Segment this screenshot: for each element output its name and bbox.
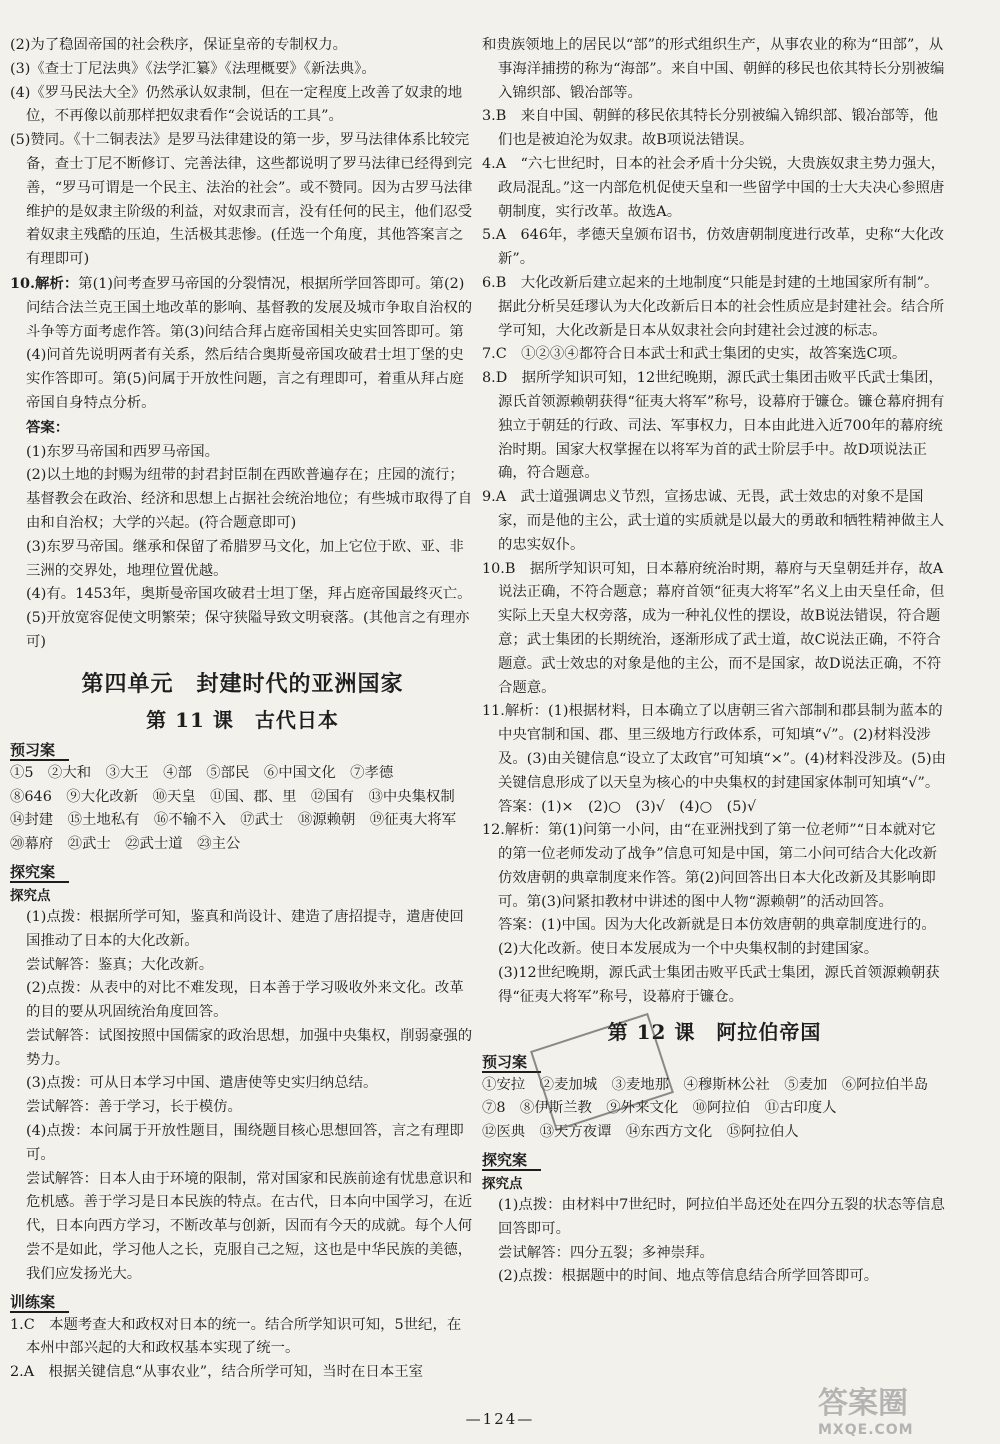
lesson-12-title: 第 12 课 阿拉伯帝国 <box>607 1019 822 1044</box>
preview-section-header: 预习案 <box>482 1051 947 1072</box>
train-item: 4.A “六七世纪时，日本的社会矛盾十分尖锐，大贵族奴隶主势力强大，政局混乱。”这一内部危机促使天皇和一些留学中国的士大夫决心参照唐朝制度，实行改革。故选A。 <box>482 155 946 220</box>
train-item: 3.B 来自中国、朝鲜的移民依其特长分别被编入锦织部、锻冶部等，他们也是被迫沦为奴隶。故B项说法错误。 <box>482 108 939 149</box>
question-10 <box>10 272 475 655</box>
preview-section-header: 预习案 <box>10 739 475 760</box>
answer-line: 答案：(1)× (2)○ (3)√ (4)○ (5)√ <box>498 798 757 815</box>
explore-hint: (3)点拨：可从日本学习中国、遣唐使等史实归纳总结。 <box>26 1075 378 1092</box>
train-item: 12.解析：第(1)问第一小问，由“在亚洲找到了第一位老师”“日本就对它的第一位老师发动了战争”信息可知是中国，第二小问可结合大化改新仿效唐朝的典章制度来作答。第(2)问回答出日本大化改新及其影响即可。第(3)问紧扣教材中讲述的图中人物“源赖朝”的活动回答。 <box>482 822 938 910</box>
preview-line: ⑫医典 ⑬天方夜谭 ⑭东西方文化 ⑮阿拉伯人 <box>482 1124 799 1141</box>
answer-line: (1)东罗马帝国和西罗马帝国。 <box>26 443 220 460</box>
train-item: 9.A 武士道强调忠义节烈，宣扬忠诚、无畏，武士效忠的对象不是国家，而是他的主公，武士道的实质就是以最大的勇敢和牺牲精神做主人的忠实奴仆。 <box>482 489 945 553</box>
train-item: 6.B 大化改新后建立起来的土地制度“只能是封建的土地国家所有制”。据此分析吴廷璆认为大化改新后日本的社会性质应是封建社会。结合所学可知，大化改新是日本从奴隶社会向封建社会过渡的标志。 <box>482 274 945 339</box>
preview-line: ⑭封建 ⑮土地私有 ⑯不输不入 ⑰武士 ⑱源赖朝 ⑲征夷大将军 ⑳幕府 ㉑武士 ㉒武士道 ㉓主公 <box>10 812 471 853</box>
answer-line: (3)12世纪晚期，源氏武士集团击败平氏武士集团，源氏首领源赖朝获得“征夷大将军”称号，设幕府于镰仓。 <box>498 965 940 1005</box>
analysis-label: 10.解析： <box>10 274 79 292</box>
preview-line: ①安拉 ②麦加城 ③麦地那 ④穆斯林公社 ⑤麦加 ⑥阿拉伯半岛 ⑦8 ⑧伊斯兰教 ⑨外来文化 ⑩阿拉伯 ⑪古印度人 <box>482 1076 943 1117</box>
page-number: —124— <box>465 1410 535 1428</box>
unit-title: 第四单元 封建时代的亚洲国家 <box>81 670 404 697</box>
answer-line: (5)赞同。《十二铜表法》是罗马法律建设的第一步，罗马法律体系比较完备，查士丁尼不断修订、完善法律，这些都说明了罗马法律已经得到完善，“罗马可谓是一个民主、法治的社会”。或不赞同。因为古罗马法律维护的是奴隶主阶级的利益，对奴隶而言，没有任何的民主，他们忍受着奴隶主残酷的压迫，生活极其悲惨。(任选一个角度，其他答案言之有理即可) <box>10 132 473 268</box>
answer-line: (4)有。1453年，奥斯曼帝国攻破君士坦丁堡，拜占庭帝国最终灭亡。 <box>26 586 472 603</box>
train-item: 5.A 646年，孝德天皇颁布诏书，仿效唐朝制度进行改革，史称“大化改新”。 <box>482 227 944 268</box>
preview-line: ①5 ②大和 ③大王 ④部 ⑤部民 ⑥中国文化 ⑦孝德 <box>10 764 394 781</box>
explore-hint: (2)点拨：根据题中的时间、地点等信息结合所学回答即可。 <box>498 1268 879 1285</box>
answer-line: (3)《查士丁尼法典》《法学汇纂》《法理概要》《新法典》。 <box>10 60 376 77</box>
watermark-logo-text: 答案圈 <box>818 1386 908 1421</box>
explore-section-header: 探究案 <box>482 1149 947 1170</box>
answer-line: (3)东罗马帝国。继承和保留了希腊罗马文化，加上它位于欧、亚、非三洲的交界处，地理位置优越。 <box>26 538 464 579</box>
answer-label: 答案： <box>26 418 70 436</box>
train-item: 11.解析：(1)根据材料，日本确立了以唐朝三省六部制和郡县制为蓝本的中央官制和国、郡、里三级地方行政体系，可知填“√”。(2)材料没涉及。(3)由关键信息“设立了太政官”可知填“×”。(4)材料没涉及。(5)由关键信息形成了以天皇为核心的中央集权的封建国家体制可知填“√”。 <box>482 703 947 791</box>
answer-line: 答案：(1)中国。因为大化改新就是日本仿效唐朝的典章制度进行的。 <box>498 917 936 934</box>
explore-section-header: 探究案 <box>10 861 475 882</box>
lesson-11-title: 第 11 课 古代日本 <box>146 707 339 732</box>
left-intro-block <box>10 34 475 272</box>
train-item: 7.C ①②③④都符合日本武士和武士集团的史实，故答案选C项。 <box>482 346 907 363</box>
explore-answer: 尝试解答：鉴真；大化改新。 <box>26 956 214 973</box>
train-item: 8.D 据所学知识可知，12世纪晚期，源氏武士集团击败平氏武士集团，源氏首领源赖朝获得“征夷大将军”称号，设幕府于镰仓。镰仓幕府拥有独立于朝廷的行政、司法、军事权力，日本由此进入近700年的幕府统治时期。国家大权掌握在以将军为首的武士阶层手中。故D项说法正确，符合题意。 <box>482 370 945 482</box>
answer-line: (2)为了稳固帝国的社会秩序，保证皇帝的专制权力。 <box>10 37 347 53</box>
train-item: 1.C 本题考查大和政权对日本的统一。结合所学知识可知，5世纪，在本州中部兴起的大和政权基本实现了统一。 <box>10 1316 462 1357</box>
explore-answer: 尝试解答：四分五裂；多神崇拜。 <box>498 1244 714 1261</box>
explore-hint: (2)点拨：从表中的对比不难发现，日本善于学习吸收外来文化。改革的目的要从巩固统治角度回答。 <box>26 980 464 1021</box>
train-item: 和贵族领地上的居民以“部”的形式组织生产，从事农业的称为“田部”，从事海洋捕捞的称为“海部”。来自中国、朝鲜的移民也依其特长分别被编入锦织部、锻冶部等。 <box>482 37 945 101</box>
train-item: 2.A 根据关键信息“从事农业”，结合所学可知，当时在日本王室 <box>10 1364 423 1381</box>
answer-line: (4)《罗马民法大全》仍然承认奴隶制，但在一定程度上改善了奴隶的地位，不再像以前那样把奴隶看作“会说话的工具”。 <box>10 84 463 125</box>
explore-hint: (4)点拨：本问属于开放性题目，围绕题目核心思想回答，言之有理即可。 <box>26 1123 464 1163</box>
watermark-url: MXQE.COM <box>818 1422 914 1438</box>
train-section-header: 训练案 <box>10 1291 475 1312</box>
answer-line: (2)以土地的封赐为纽带的封君封臣制在西欧普遍存在；庄园的流行；基督教会在政治、经济和思想上占据社会统治地位；有些城市取得了自由和自治权；大学的兴起。(符合题意即可) <box>26 467 473 531</box>
explore-point-label: 探究点 <box>10 887 51 904</box>
analysis-paragraph <box>10 272 475 416</box>
answer-line: (5)开放宽容促使文明繁荣；保守狭隘导致文明衰落。(其他言之有理亦可) <box>26 610 470 650</box>
analysis-text: 第(1)问考查罗马帝国的分裂情况，根据所学回答即可。第(2)问结合法兰克王国土地改革的影响、基督教的发展及城市争取自治权的斗争等方面考虑作答。第(3)问结合拜占庭帝国相关史实回答即可。第(4)问首先说明两者有关系，然后结合奥斯曼帝国攻破君士坦丁堡的史实作答即可。第(5)问属于开放性问题，言之有理即可，着重从拜占庭帝国自身特点分析。 <box>26 275 473 411</box>
explore-answer: 尝试解答：试图按照中国儒家的政治思想，加强中央集权，削弱豪强的势力。 <box>26 1027 473 1068</box>
explore-answer: 尝试解答：日本人由于环境的限制，常对国家和民族前途有忧患意识和危机感。善于学习是日本民族的特点。在古代，日本向中国学习，在近代，日本向西方学习，不断改革与创新，因而有今天的成就。每个人何尝不是如此，学习他人之长，克服自己之短，这也是中华民族的美德，我们应发扬光大。 <box>26 1170 473 1282</box>
train-item: 10.B 据所学知识可知，日本幕府统治时期，幕府与天皇朝廷并存，故A说法正确，不符合题意；幕府首领“征夷大将军”名义上由天皇任命，但实际上天皇大权旁落，成为一种礼仪性的摆设，故B说法错误，符合题意；武士集团的长期统治，逐渐形成了武士道，故C说法正确，不符合题意。武士效忠的对象是他的主公，而不是国家，故D说法正确，不符合题意。 <box>482 560 945 696</box>
explore-answer: 尝试解答：善于学习，长于模仿。 <box>26 1099 242 1116</box>
explore-point-label: 探究点 <box>482 1176 523 1193</box>
answer-line: (2)大化改新。使日本发展成为一个中央集权制的封建国家。 <box>498 941 879 958</box>
explore-hint: (1)点拨：由材料中7世纪时，阿拉伯半岛还处在四分五裂的状态等信息回答即可。 <box>498 1197 945 1237</box>
left-column <box>10 34 475 1385</box>
explore-hint: (1)点拨：根据所学可知，鉴真和尚设计、建造了唐招提寺，遣唐使回国推动了日本的大化改新。 <box>26 908 464 949</box>
site-watermark <box>818 1378 914 1438</box>
preview-line: ⑧646 ⑨大化改新 ⑩天皇 ⑪国、郡、里 ⑫国有 ⑬中央集权制 <box>10 788 455 805</box>
